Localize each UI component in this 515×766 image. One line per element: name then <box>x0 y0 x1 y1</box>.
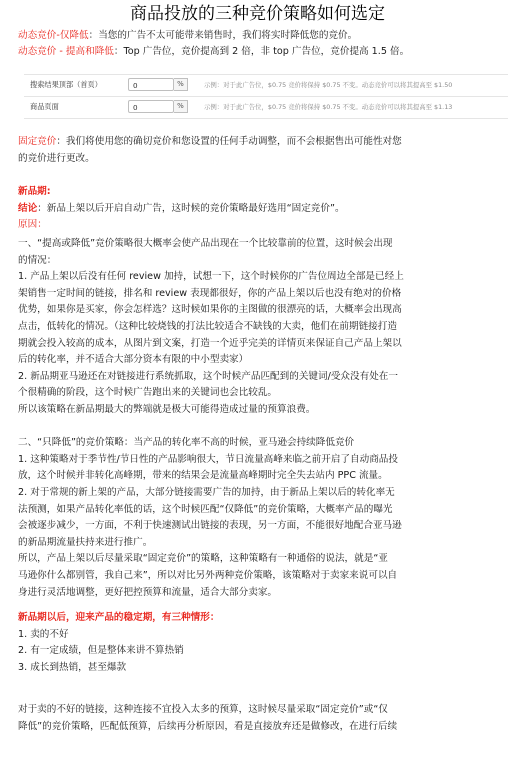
dynamic-updown-line <box>18 45 508 58</box>
body-line: 1. 产品上架以后没有任何 review 加持，试想一下，这个时候你的广告位周边全部是已经上 <box>18 271 404 283</box>
body-line: 一、“提高或降低”竞价策略很大概率会使产品出现在一个比较靠前的位置，这时候会出现 <box>18 238 393 249</box>
reason-colon: ： <box>37 219 47 230</box>
after-period-line: 降低”的竞价策略，匹配低预算，后续再分析原因，看是直接放弃还是做修改，在进行后续 <box>18 721 398 732</box>
body-line: 所以，产品上架以后尽量采取“固定竞价”的策略，这种策略有一种通俗的说法，就是“亚 <box>18 553 388 565</box>
body-line: 的情况： <box>18 254 57 266</box>
conclusion-label: 结论 <box>18 203 38 214</box>
new-period-heading: 新品期: <box>18 186 51 197</box>
body-line: 所以该策略在新品期最大的弊端就是极大可能得造成过量的预算浪费。 <box>18 404 316 415</box>
body-line: 身进行灵活地调整，更好把控预算和流量，适合大部分卖家。 <box>18 586 278 598</box>
placement-row-top-of-search <box>24 74 508 96</box>
placement-percent-input[interactable]: 0 <box>128 78 174 91</box>
conclusion-line <box>18 202 508 215</box>
body-line: 2. 新品期亚马逊还在对链接进行系统抓取，这个时候产品匹配到的关键词/受众没有处在一 <box>18 370 398 382</box>
fixed-bid-line-1 <box>18 135 508 148</box>
placement-label: 商品页面 <box>30 102 59 111</box>
dynamic-updown-text: ：Top 广告位，竞价提高到 2 倍，非 top 广告位，竞价提高 1.5 倍。 <box>113 46 410 57</box>
dynamic-down-text: ：当您的广告不太可能带来销售时，我们将实时降低您的竞价。 <box>88 30 358 41</box>
placement-example: 示例：对于此广告位，$0.75 竞价将保持 $0.75 不变。动态竞价可以将其提高至 $1.13 <box>204 103 453 111</box>
body-line: 法预测，如果产品转化率低的话，这个时候匹配“仅降低”的竞价策略，大概率产品的曝光 <box>18 503 393 515</box>
after-period-line: 对于卖的不好的链接，这种连接不宜投入太多的预算，这时候尽量采取“固定竞价”或“仅 <box>18 704 388 715</box>
placement-example: 示例：对于此广告位，$0.75 竞价将保持 $0.75 不变。动态竞价可以将其提高至 $1.50 <box>204 81 453 89</box>
body-line: 1. 这种策略对于季节性/节日性的产品影响很大，节日流量高峰来临之前开启了自动商品投 <box>18 453 398 465</box>
body-line: 的新品期流量扶持来进行推广。 <box>18 536 153 548</box>
body-line: 架销售一定时间的链接，排名和 review 表现都很好，你的产品上架以后也没有绝对的价格 <box>18 287 402 299</box>
percent-unit: % <box>174 78 188 91</box>
dynamic-updown-label: 动态竞价 - 提高和降低 <box>18 46 114 57</box>
reason-line <box>18 218 508 231</box>
body-line: 期就会投入较高的成本，从图片到文案，打造一个近乎完美的详情页来保证自己产品上架以 <box>18 337 402 349</box>
dynamic-down-label: 动态竞价-仅降低 <box>18 30 89 41</box>
fixed-bid-label: 固定竞价 <box>18 136 57 147</box>
body-line: 2. 对于常规的新上架的产品，大部分链接需要广告的加持，由于新品上架以后的转化率无 <box>18 487 395 498</box>
body-line: 优势，如果你是买家，你会怎样选？这时候如果你的主图做的很漂亮的话，大概率会出现高 <box>18 304 402 316</box>
fixed-bid-line-2: 的竞价进行更改。 <box>18 153 95 164</box>
after-period-heading: 新品期以后，迎来产品的稳定期，有三种情形： <box>18 612 220 623</box>
reason-label: 原因 <box>18 219 38 230</box>
list-item: 2. 有一定成绩，但是整体来讲不算热销 <box>18 645 184 656</box>
list-item: 1. 卖的不好 <box>18 629 69 640</box>
body-line: 个很精确的阶段，这个时候广告跑出来的关键词也会比较乱。 <box>18 387 278 399</box>
fixed-bid-text-1: ：我们将使用您的确切竞价和您设置的任何手动调整，而不会根据售出可能性对您 <box>56 136 402 147</box>
body-line: 会被逐步减少，一方面，不利于快速测试出链接的表现，另一方面，不能很好地配合亚马逊 <box>18 520 402 532</box>
page-title: 商品投放的三种竞价策略如何选定 <box>130 4 385 24</box>
percent-unit: % <box>174 100 188 113</box>
body-line: 后的转化率，并不适合大部分资本有限的中小型卖家） <box>18 354 249 366</box>
placement-row-product-page <box>24 96 508 119</box>
placement-label: 搜索结果顶部（首页） <box>30 80 102 89</box>
dynamic-down-line <box>18 29 508 42</box>
placement-settings-table <box>24 74 508 119</box>
placement-percent-input[interactable]: 0 <box>128 100 174 113</box>
body-line: 放，这个时候并非转化高峰期，带来的结果会是流量高峰期时完全失去站内 PPC 流量。 <box>18 470 388 482</box>
list-item: 3. 成长到热销，甚至爆款 <box>18 662 127 673</box>
body-line: 二、“只降低”的竞价策略：当产品的转化率不高的时候，亚马逊会持续降低竞价 <box>18 437 355 449</box>
conclusion-text: ：新品上架以后开启自动广告，这时候的竞价策略最好选用“固定竞价”。 <box>37 203 345 214</box>
body-line: 点击，低转化的情况。（这种比较烧钱的打法比较适合不缺钱的大卖，他们在前期链接打造 <box>18 321 397 332</box>
body-line: 马逊你什么都别管，我自己来”，所以对比另外两种竞价策略，该策略对于卖家来说可以自 <box>18 570 398 581</box>
